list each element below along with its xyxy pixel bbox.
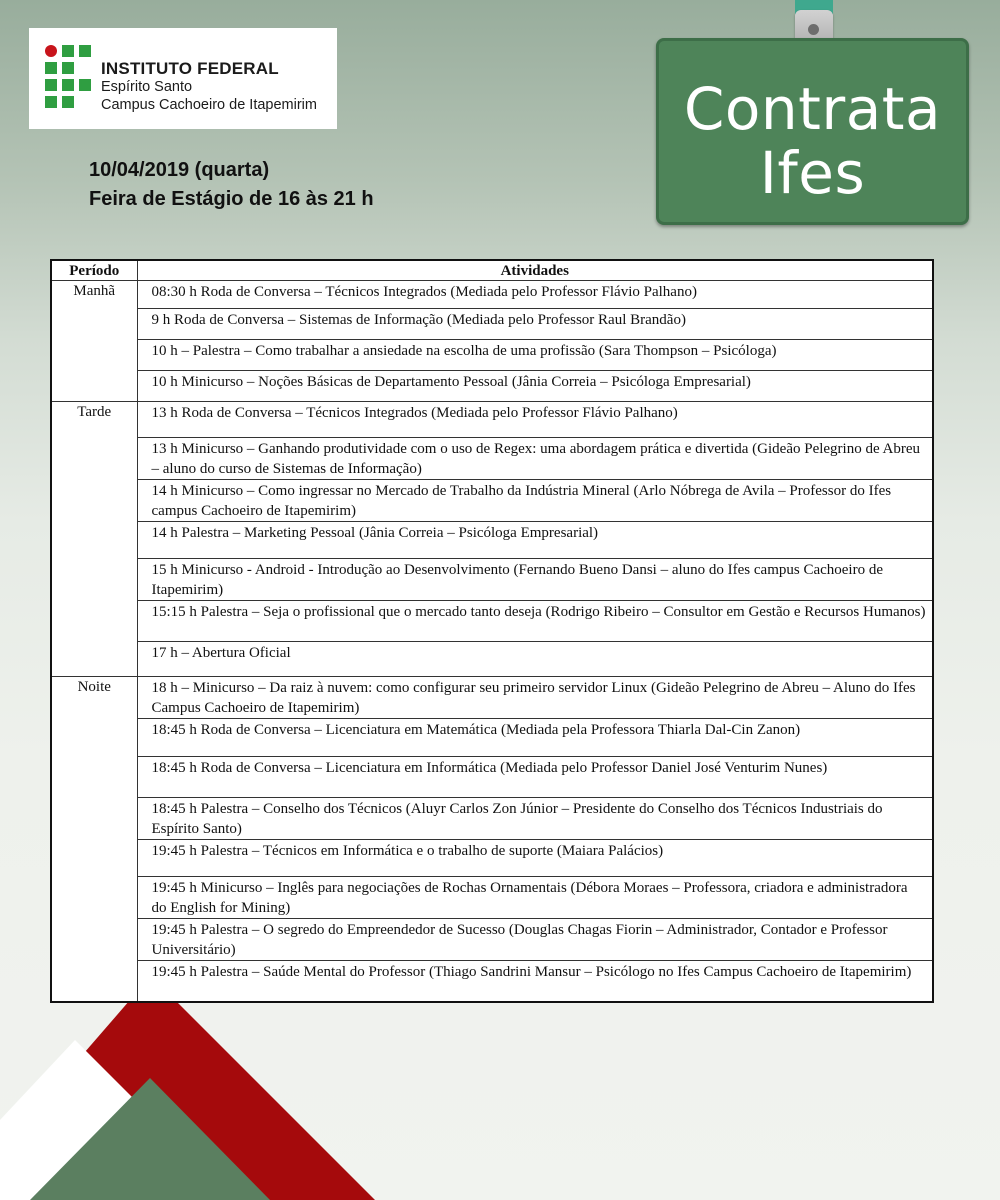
activity-cell: 14 h Palestra – Marketing Pessoal (Jânia Correia – Psicóloga Empresarial) (137, 522, 933, 559)
period-cell-afternoon: Tarde (51, 402, 137, 677)
table-row (51, 480, 933, 522)
table-row (51, 840, 933, 877)
activity-cell: 18:45 h Palestra – Conselho dos Técnicos (Aluyr Carlos Zon Júnior – Presidente do Conselho dos Técnicos Industriais do Espírito Santo) (137, 798, 933, 840)
table-row (51, 371, 933, 402)
table-row (51, 309, 933, 340)
activity-cell: 18 h – Minicurso – Da raiz à nuvem: como configurar seu primeiro servidor Linux (Gideão Pelegrino de Abreu – Aluno do Ifes Campus Cachoeiro de Itapemirim) (137, 677, 933, 719)
event-date: 10/04/2019 (quarta) (89, 159, 270, 181)
badge-line1: Contrata (683, 75, 942, 143)
table-header-row (51, 260, 933, 281)
table-row (51, 719, 933, 757)
ifes-logo-mark (45, 45, 91, 109)
table-row (51, 281, 933, 309)
table-row (51, 798, 933, 840)
activity-cell: 08:30 h Roda de Conversa – Técnicos Integrados (Mediada pelo Professor Flávio Palhano) (137, 281, 933, 309)
activity-cell: 18:45 h Roda de Conversa – Licenciatura em Informática (Mediada pelo Professor Daniel José Venturim Nunes) (137, 757, 933, 798)
period-cell-morning: Manhã (51, 281, 137, 402)
event-header (89, 156, 374, 214)
logo-state: Espírito Santo (101, 79, 193, 95)
activity-cell: 10 h Minicurso – Noções Básicas de Departamento Pessoal (Jânia Correia – Psicóloga Empresarial) (137, 371, 933, 402)
activity-cell: 18:45 h Roda de Conversa – Licenciatura em Matemática (Mediada pela Professora Thiarla Dal-Cin Zanon) (137, 719, 933, 757)
activity-cell: 19:45 h Palestra – O segredo do Empreendedor de Sucesso (Douglas Chagas Fiorin – Administrador, Contador e Professor Universitário) (137, 919, 933, 961)
event-title: Feira de Estágio de 16 às 21 h (89, 188, 374, 210)
activity-cell: 15:15 h Palestra – Seja o profissional que o mercado tanto deseja (Rodrigo Ribeiro – Consultor em Gestão e Recursos Humanos) (137, 601, 933, 642)
logo-campus: Campus Cachoeiro de Itapemirim (101, 97, 317, 113)
badge-clip-hole (808, 24, 819, 35)
column-header-activities: Atividades (137, 260, 933, 281)
ifes-logo (29, 28, 337, 129)
schedule-table (50, 259, 934, 1003)
activity-cell: 10 h – Palestra – Como trabalhar a ansiedade na escolha de uma profissão (Sara Thompson – Psicóloga) (137, 340, 933, 371)
table-row (51, 677, 933, 719)
table-row (51, 601, 933, 642)
table-row (51, 961, 933, 1003)
column-header-period: Período (51, 260, 137, 281)
table-row (51, 438, 933, 480)
period-cell-night: Noite (51, 677, 137, 1003)
table-row (51, 340, 933, 371)
table-row (51, 402, 933, 438)
activity-cell: 19:45 h Palestra – Técnicos em Informática e o trabalho de suporte (Maiara Palácios) (137, 840, 933, 877)
activity-cell: 19:45 h Palestra – Saúde Mental do Professor (Thiago Sandrini Mansur – Psicólogo no Ifes Campus Cachoeiro de Itapemirim) (137, 961, 933, 1003)
table-row (51, 757, 933, 798)
table-row (51, 559, 933, 601)
activity-cell: 13 h Minicurso – Ganhando produtividade com o uso de Regex: uma abordagem prática e divertida (Gideão Pelegrino de Abreu – aluno do curso de Sistemas de Informação) (137, 438, 933, 480)
table-row (51, 919, 933, 961)
badge-line2: Ifes (759, 139, 866, 207)
table-row (51, 642, 933, 677)
logo-institution: INSTITUTO FEDERAL (101, 59, 279, 78)
activity-cell: 17 h – Abertura Oficial (137, 642, 933, 677)
activity-cell: 9 h Roda de Conversa – Sistemas de Informação (Mediada pelo Professor Raul Brandão) (137, 309, 933, 340)
activity-cell: 15 h Minicurso - Android - Introdução ao Desenvolvimento (Fernando Bueno Dansi – aluno do Ifes campus Cachoeiro de Itapemirim) (137, 559, 933, 601)
activity-cell: 19:45 h Minicurso – Inglês para negociações de Rochas Ornamentais (Débora Moraes – Professora, criadora e administradora do English for Mining) (137, 877, 933, 919)
activity-cell: 13 h Roda de Conversa – Técnicos Integrados (Mediada pelo Professor Flávio Palhano) (137, 402, 933, 438)
table-row (51, 522, 933, 559)
table-row (51, 877, 933, 919)
activity-cell: 14 h Minicurso – Como ingressar no Mercado de Trabalho da Indústria Mineral (Arlo Nóbrega de Avila – Professor do Ifes campus Cachoeiro de Itapemirim) (137, 480, 933, 522)
contrata-ifes-badge (656, 38, 969, 225)
